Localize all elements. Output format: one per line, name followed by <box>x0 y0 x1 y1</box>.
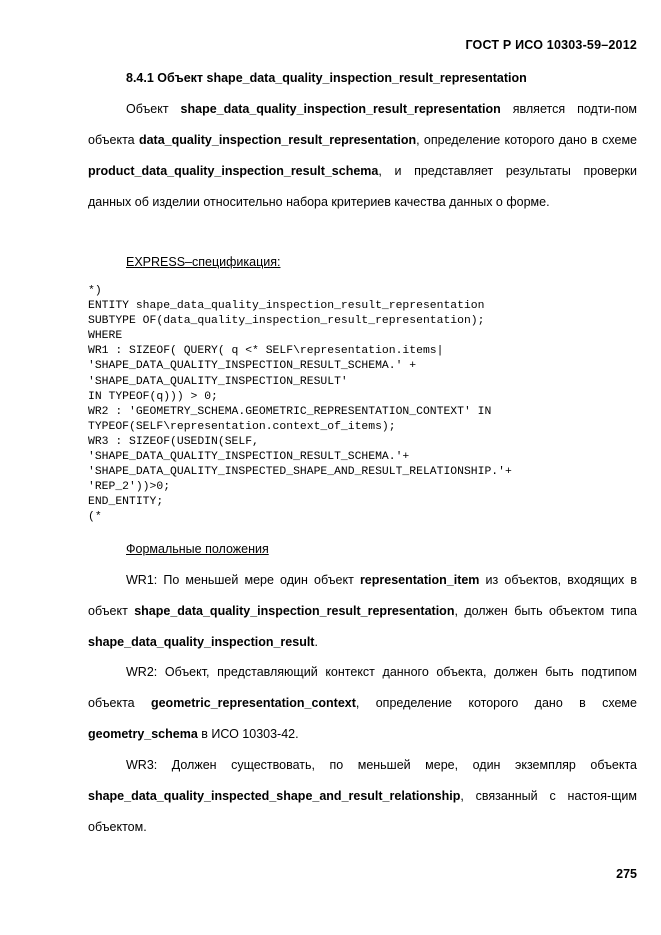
wr1-paragraph: WR1: По меньшей мере один объект representation_item из объектов, входящих в объект shape_data_quality_inspection_result_representation, должен быть объектом типа shape_data_quality_inspection_result. <box>88 573 637 649</box>
express-code-block: *) ENTITY shape_data_quality_inspection_result_representation SUBTYPE OF(data_quality_inspection_result_representation); WHERE WR1 : SIZEOF( QUERY( q <* SELF\representation.items| 'SHAPE_DATA_QUALITY_INSPECTION_RESULT_SCHEMA.' + 'SHAPE_DATA_QUALITY_INSPECTION_RESULT' IN TYPEOF(q))) > 0; WR2 : 'GEOMETRY_SCHEMA.GEOMETRIC_REPRESENTATION_CONTEXT' IN TYPEOF(SELF\representation.context_of_items); WR3 : SIZEOF(USEDIN(SELF, 'SHAPE_DATA_QUALITY_INSPECTION_RESULT_SCHEMA.'+ 'SHAPE_DATA_QUALITY_INSPECTED_SHAPE_AND_RESULT_RELATIONSHIP.'+ 'REP_2'))>0; END_ENTITY; (* <box>88 285 512 524</box>
page-number: 275 <box>616 867 637 881</box>
wr3-paragraph: WR3: Должен существовать, по меньшей мере, один экземпляр объекта shape_data_quality_inspected_shape_and_result_relationship, связанный с настоя-щим объектом. <box>88 758 637 834</box>
document-header: ГОСТ Р ИСО 10303-59–2012 <box>465 38 637 52</box>
express-spec-label: EXPRESS–спецификация: <box>126 255 281 269</box>
intro-paragraph: Объект shape_data_quality_inspection_result_representation является подти-пом объекта data_quality_inspection_result_representation, определение которого дано в схеме product_data_quality_inspection_result_schema, и представляет результаты проверки данных об изделии относительно набора критериев качества данных о форме. <box>88 102 637 209</box>
section-title <box>126 71 527 85</box>
section-title-prefix: Объект <box>157 71 204 85</box>
section-number: 8.4.1 <box>126 71 154 85</box>
formal-provisions-label: Формальные положения <box>126 542 269 556</box>
wr2-paragraph: WR2: Объект, представляющий контекст данного объекта, должен быть подтипом объекта geometric_representation_context, определение которого дано в схеме geometry_schema в ИСО 10303-42. <box>88 665 637 741</box>
section-title-entity: shape_data_quality_inspection_result_representation <box>206 71 527 85</box>
